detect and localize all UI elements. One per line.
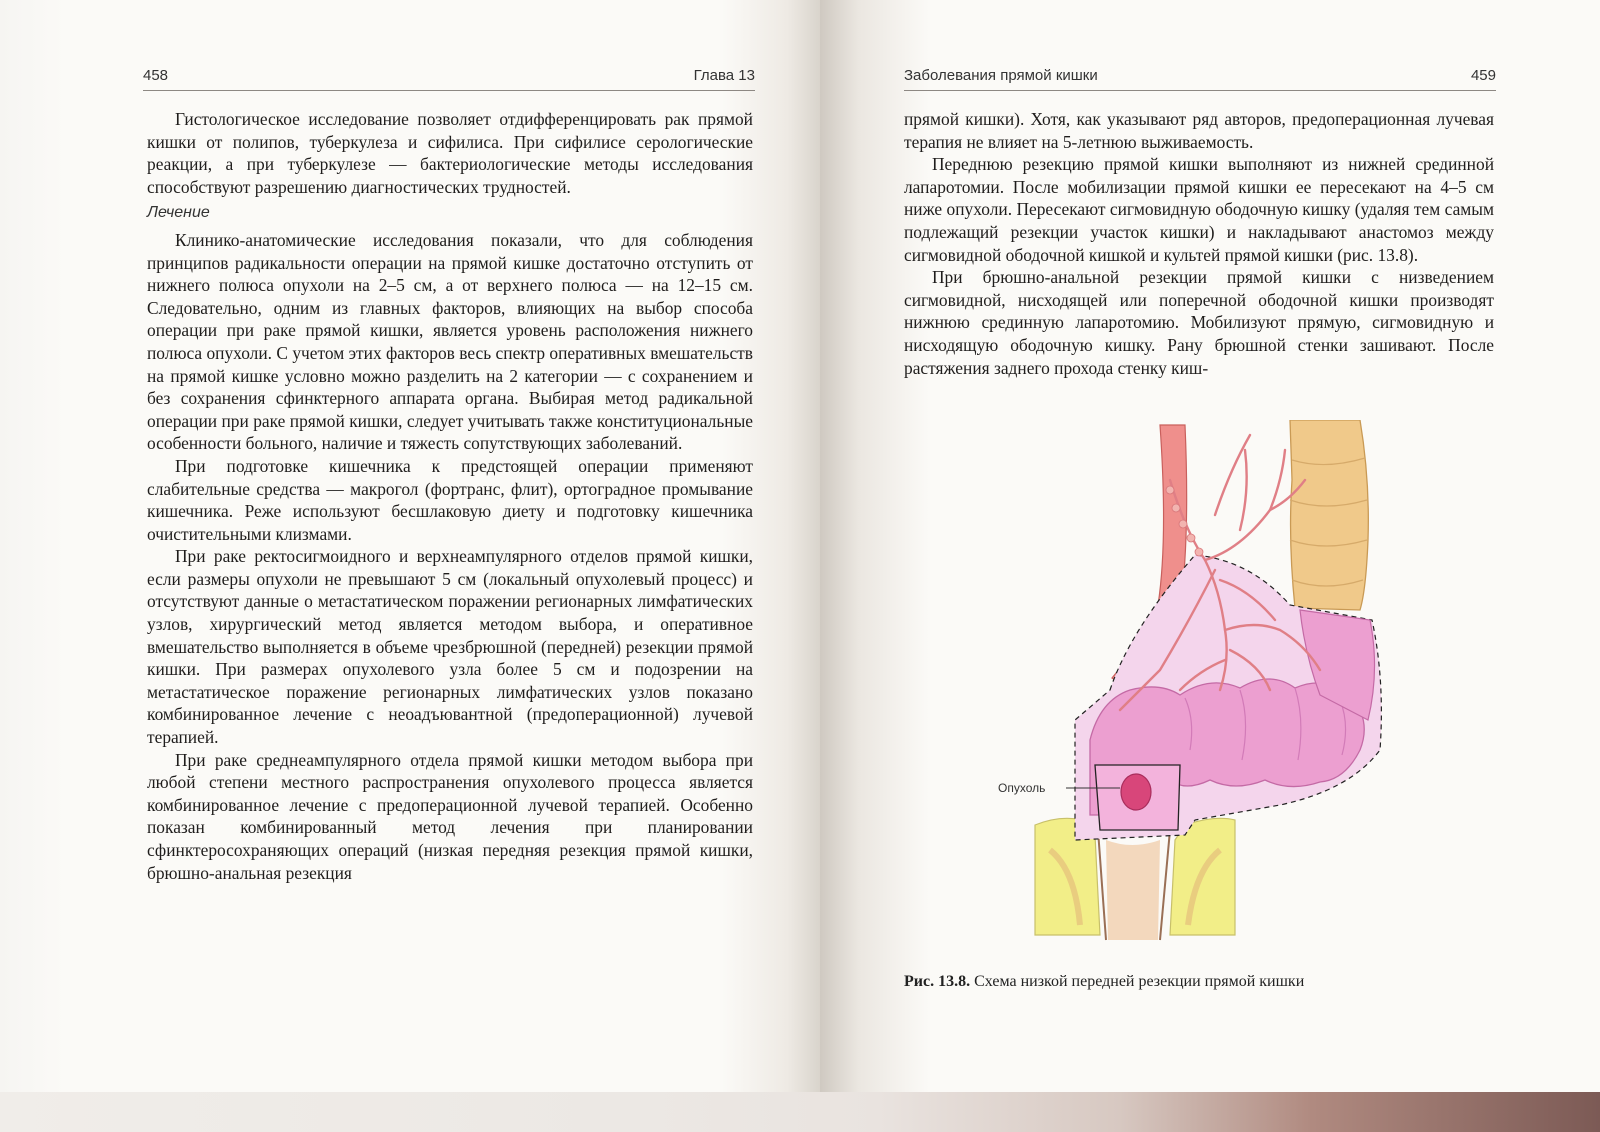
right-body-text [904,108,1494,379]
paragraph: При раке ректосигмоидного и верхнеампулярного отделов прямой кишки, если размеры опухоли не превышают 5 см (локальный опухолевый процесс) и отсутствуют данные о метастатическом поражении регионарных лимфатических узлов, хирургический метод является методом выбора, и оперативное вмешательство выполняется в объеме чрезбрюшной (передней) резекции прямой кишки. При размерах опухолевого узла более 5 см и подозрении на метастатическое поражение регионарных лимфатических узлов показано комбинированное лечение с неоадъювантной (предоперационной) лучевой терапией. [147,546,753,748]
page-number-left: 458 [143,67,169,84]
left-body-text [147,108,753,884]
figure-caption-text: Схема низкой передней резекции прямой кишки [974,973,1305,990]
resection-diagram [1020,420,1430,960]
section-heading: Лечение [147,204,210,222]
paragraph: Клинико-анатомические исследования показали, что для соблюдения принципов радикальности операции на прямой кишке достаточно отступить от нижнего полюса опухоли на 2–5 см, а от верхнего полюса — на 12–15 см. Следовательно, одним из главных факторов, влияющих на выбор способа операции при раке прямой кишки, является уровень расположения нижнего полюса опухоли. С учетом этих факторов весь спектр оперативных вмешательств на прямой кишке условно можно разделить на 2 категории — с сохранением и без сохранения сфинктерного аппарата органа. Выбирая метод радикальной операции при раке прямой кишки, следует учитывать также конституциональные особенности больного, наличие и тяжесть сопутствующих заболеваний. [147,229,753,454]
paragraph: При подготовке кишечника к предстоящей операции применяют слабительные средства — макрогол (фортранс, флит), ортоградное промывание кишечника. Реже используют бесшлаковую диету и подготовку кишечника очистительными клизмами. [147,455,753,544]
tumor-label: Опухоль [998,781,1046,795]
right-running-head [904,64,1496,91]
tumor [1121,774,1151,810]
paragraph: При раке среднеампулярного отдела прямой кишки методом выбора при любой степени местного распространения опухолевого процесса является комбинированное лечение с предоперационной лучевой терапией. Особенно показан комбинированный метод лечения при планировании сфинктеросохраняющих операций (низкая передняя резекция прямой кишки, брюшно-анальная резекция [147,749,753,883]
left-running-head [143,64,755,91]
page-number-right: 459 [1470,67,1496,84]
paragraph: Гистологическое исследование позволяет отдифференцировать рак прямой кишки от полипов, туберкулеза и сифилиса. При сифилисе серологические реакции, а при туберкулезе — бактериологические методы исследования способствуют разрешению диагностических трудностей. [147,109,753,197]
bottom-edge [0,1092,1600,1132]
paragraph: прямой кишки). Хотя, как указывают ряд авторов, предоперационная лучевая терапия не влияет на 5-летнюю выживаемость. [904,109,1494,152]
figure-caption [904,973,1304,991]
chapter-title: Глава 13 [693,67,755,84]
section-running-title: Заболевания прямой кишки [904,67,1098,84]
figure-number: Рис. 13.8. [904,973,971,990]
anatomy-illustration [1020,420,1430,960]
paragraph: При брюшно-анальной резекции прямой кишки с низведением сигмовидной, нисходящей или поперечной ободочной кишки производят нижнюю срединную лапаротомию. Мобилизуют прямую, сигмовидную и нисходящую ободочную кишку. Рану брюшной стенки зашивают. После растяжения заднего прохода стенку киш- [904,267,1494,378]
paragraph: Переднюю резекцию прямой кишки выполняют из нижней срединной лапаротомии. После мобилизации прямой кишки ее пересекают на 4–5 см ниже опухоли. Пересекают сигмовидную ободочную кишку (удаляя тем самым подлежащий резекции участок кишки) и накладывают анастомоз между сигмовидной ободочной кишкой и культей прямой кишки (рис. 13.8). [904,154,1494,265]
